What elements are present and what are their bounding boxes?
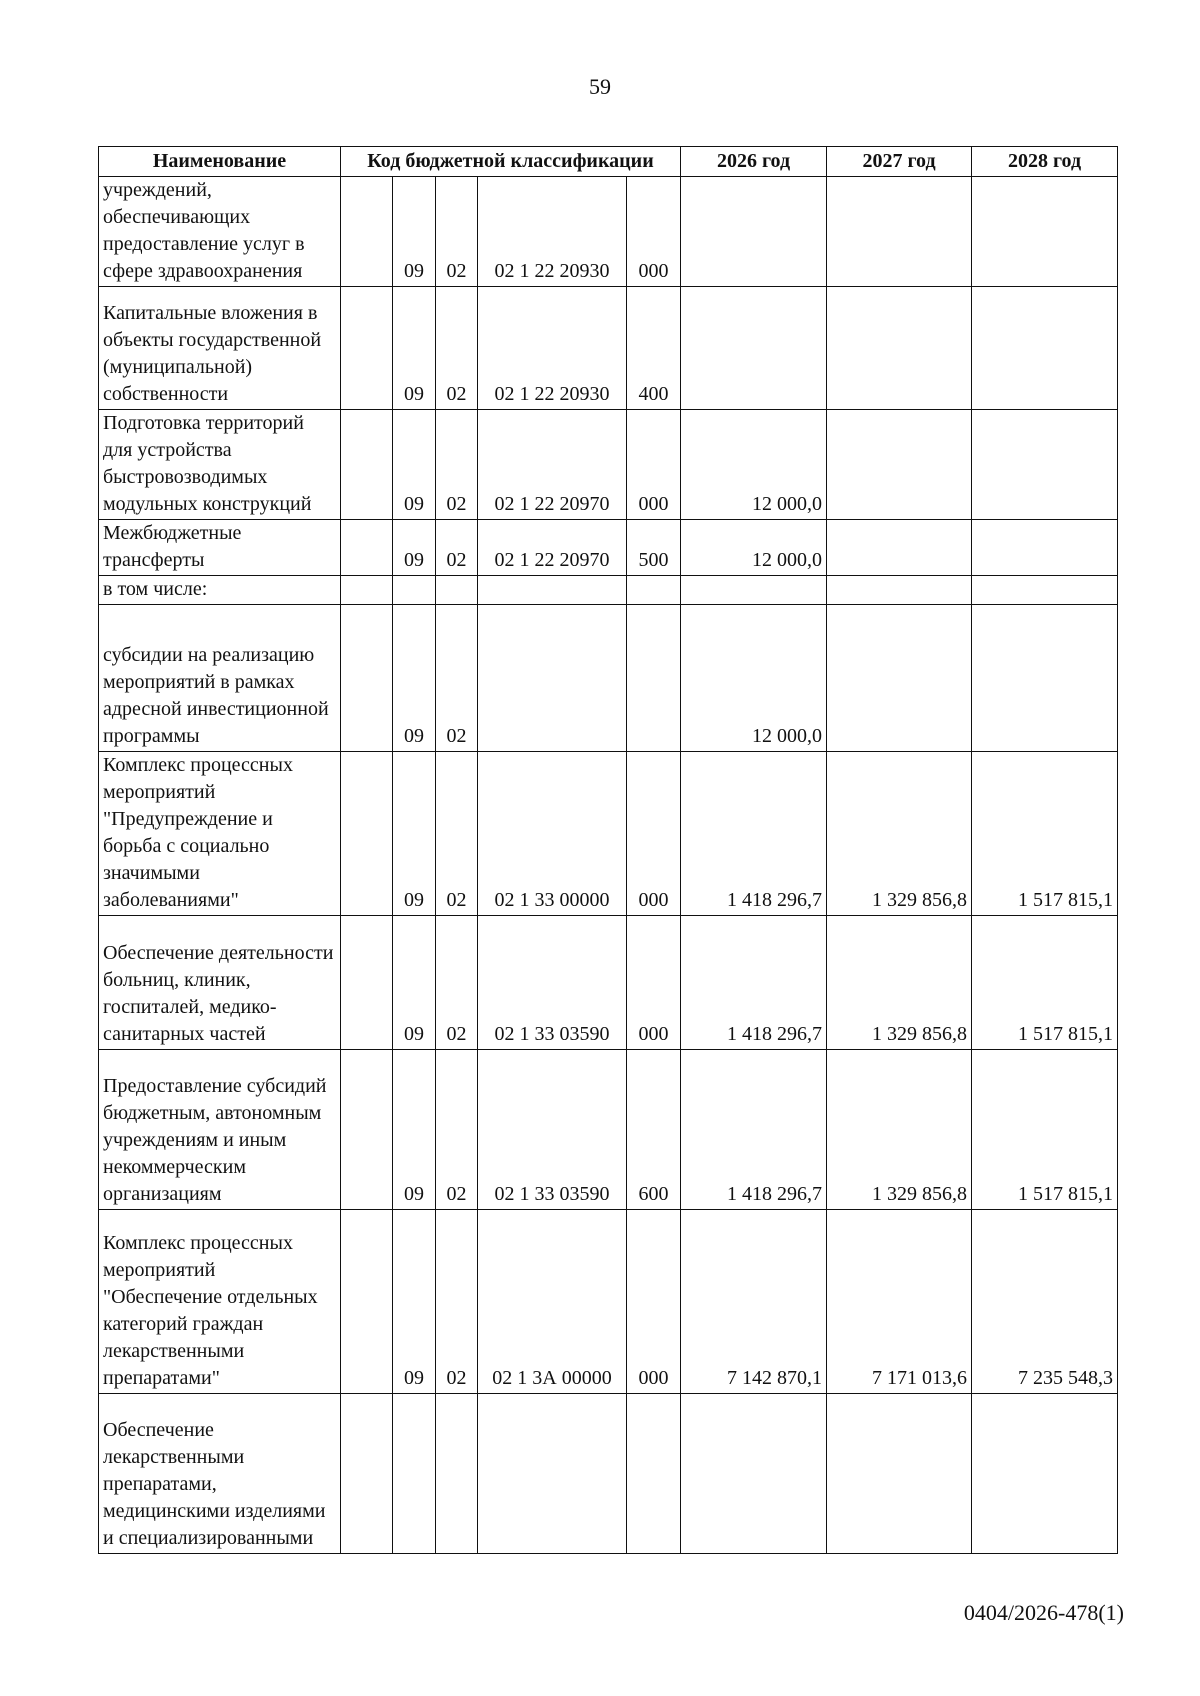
row-value-2027 (827, 177, 972, 287)
row-code-section: 09 (393, 1210, 436, 1394)
row-code-type: 000 (627, 410, 681, 520)
row-code-blank (341, 576, 393, 605)
row-code-type (627, 576, 681, 605)
row-code-blank (341, 752, 393, 916)
row-code-section: 09 (393, 177, 436, 287)
row-value-2028: 7 235 548,3 (972, 1210, 1118, 1394)
row-code-blank (341, 520, 393, 576)
row-code-section: 09 (393, 916, 436, 1050)
header-2028: 2028 год (972, 147, 1118, 177)
row-code-target: 02 1 22 20930 (478, 287, 627, 410)
row-code-type: 000 (627, 752, 681, 916)
row-code-subsection: 02 (436, 1210, 478, 1394)
row-code-type (627, 605, 681, 752)
row-code-subsection: 02 (436, 177, 478, 287)
page-number: 59 (589, 74, 611, 99)
row-code-blank (341, 410, 393, 520)
row-code-type: 400 (627, 287, 681, 410)
row-name: Комплекс процессных мероприятий "Обеспечение отдельных категорий граждан лекарственными препаратами" (99, 1210, 341, 1394)
row-value-2026 (681, 177, 827, 287)
row-code-target (478, 576, 627, 605)
row-code-target: 02 1 33 03590 (478, 1050, 627, 1210)
row-code-subsection: 02 (436, 520, 478, 576)
row-value-2028: 1 517 815,1 (972, 916, 1118, 1050)
row-code-target (478, 605, 627, 752)
table-row (99, 576, 1118, 605)
row-name: Межбюджетные трансферты (99, 520, 341, 576)
row-code-type: 500 (627, 520, 681, 576)
row-value-2027 (827, 576, 972, 605)
row-code-blank (341, 287, 393, 410)
row-code-section: 09 (393, 752, 436, 916)
row-value-2028 (972, 287, 1118, 410)
row-code-section: 09 (393, 287, 436, 410)
row-value-2028: 1 517 815,1 (972, 752, 1118, 916)
table-row (99, 520, 1118, 576)
row-code-target (478, 1394, 627, 1554)
row-value-2028 (972, 410, 1118, 520)
row-value-2026: 12 000,0 (681, 605, 827, 752)
row-code-subsection: 02 (436, 287, 478, 410)
row-name: учреждений, обеспечивающих предоставление услуг в сфере здравоохранения (99, 177, 341, 287)
row-code-subsection: 02 (436, 605, 478, 752)
row-code-section (393, 576, 436, 605)
row-value-2028 (972, 520, 1118, 576)
row-code-blank (341, 1394, 393, 1554)
row-value-2027 (827, 520, 972, 576)
header-code: Код бюджетной классификации (341, 147, 681, 177)
row-name: Предоставление субсидий бюджетным, автономным учреждениям и иным некоммерческим организациям (99, 1050, 341, 1210)
row-code-blank (341, 605, 393, 752)
row-value-2026 (681, 576, 827, 605)
table-header-row (99, 147, 1118, 177)
row-code-subsection (436, 576, 478, 605)
row-name: Комплекс процессных мероприятий "Предупреждение и борьба с социально значимыми заболеваниями" (99, 752, 341, 916)
table-row (99, 605, 1118, 752)
table-row (99, 1394, 1118, 1554)
row-value-2026: 12 000,0 (681, 520, 827, 576)
table-row (99, 1210, 1118, 1394)
row-value-2028 (972, 576, 1118, 605)
row-value-2028: 1 517 815,1 (972, 1050, 1118, 1210)
row-code-blank (341, 1210, 393, 1394)
row-code-subsection (436, 1394, 478, 1554)
row-value-2026: 12 000,0 (681, 410, 827, 520)
row-code-type: 000 (627, 1210, 681, 1394)
row-code-type: 600 (627, 1050, 681, 1210)
row-code-section (393, 1394, 436, 1554)
row-code-section: 09 (393, 1050, 436, 1210)
row-code-target: 02 1 33 03590 (478, 916, 627, 1050)
table-row (99, 1050, 1118, 1210)
budget-table (98, 146, 1118, 1554)
row-code-target: 02 1 3А 00000 (478, 1210, 627, 1394)
row-code-target: 02 1 22 20970 (478, 410, 627, 520)
row-value-2027 (827, 287, 972, 410)
header-2026: 2026 год (681, 147, 827, 177)
row-code-target: 02 1 33 00000 (478, 752, 627, 916)
header-2027: 2027 год (827, 147, 972, 177)
row-code-type: 000 (627, 916, 681, 1050)
row-value-2026 (681, 287, 827, 410)
row-code-type (627, 1394, 681, 1554)
row-value-2026: 1 418 296,7 (681, 752, 827, 916)
row-code-target: 02 1 22 20970 (478, 520, 627, 576)
row-value-2027 (827, 410, 972, 520)
row-name: Обеспечение деятельности больниц, клиник, госпиталей, медико-санитарных частей (99, 916, 341, 1050)
row-name: Обеспечение лекарственными препаратами, медицинскими изделиями и специализированными (99, 1394, 341, 1554)
row-code-target: 02 1 22 20930 (478, 177, 627, 287)
row-code-blank (341, 1050, 393, 1210)
document-code: 0404/2026-478(1) (963, 1600, 1124, 1625)
row-value-2028 (972, 605, 1118, 752)
table-row (99, 177, 1118, 287)
row-code-subsection: 02 (436, 410, 478, 520)
row-value-2027: 1 329 856,8 (827, 752, 972, 916)
row-value-2026: 1 418 296,7 (681, 1050, 827, 1210)
row-name: субсидии на реализацию мероприятий в рамках адресной инвестиционной программы (99, 605, 341, 752)
row-value-2027 (827, 1394, 972, 1554)
row-name: в том числе: (99, 576, 341, 605)
table-row (99, 916, 1118, 1050)
row-name: Подготовка территорий для устройства быстровозводимых модульных конструкций (99, 410, 341, 520)
row-value-2028 (972, 1394, 1118, 1554)
row-code-section: 09 (393, 605, 436, 752)
row-code-section: 09 (393, 410, 436, 520)
row-value-2026 (681, 1394, 827, 1554)
row-name: Капитальные вложения в объекты государственной (муниципальной) собственности (99, 287, 341, 410)
row-code-subsection: 02 (436, 1050, 478, 1210)
row-code-blank (341, 916, 393, 1050)
row-code-subsection: 02 (436, 752, 478, 916)
table-row (99, 287, 1118, 410)
header-name: Наименование (99, 147, 341, 177)
row-value-2028 (972, 177, 1118, 287)
row-code-subsection: 02 (436, 916, 478, 1050)
row-value-2027: 1 329 856,8 (827, 916, 972, 1050)
row-value-2026: 7 142 870,1 (681, 1210, 827, 1394)
table-row (99, 752, 1118, 916)
row-value-2026: 1 418 296,7 (681, 916, 827, 1050)
table-row (99, 410, 1118, 520)
row-code-type: 000 (627, 177, 681, 287)
row-code-blank (341, 177, 393, 287)
row-value-2027: 7 171 013,6 (827, 1210, 972, 1394)
row-code-section: 09 (393, 520, 436, 576)
row-value-2027: 1 329 856,8 (827, 1050, 972, 1210)
row-value-2027 (827, 605, 972, 752)
